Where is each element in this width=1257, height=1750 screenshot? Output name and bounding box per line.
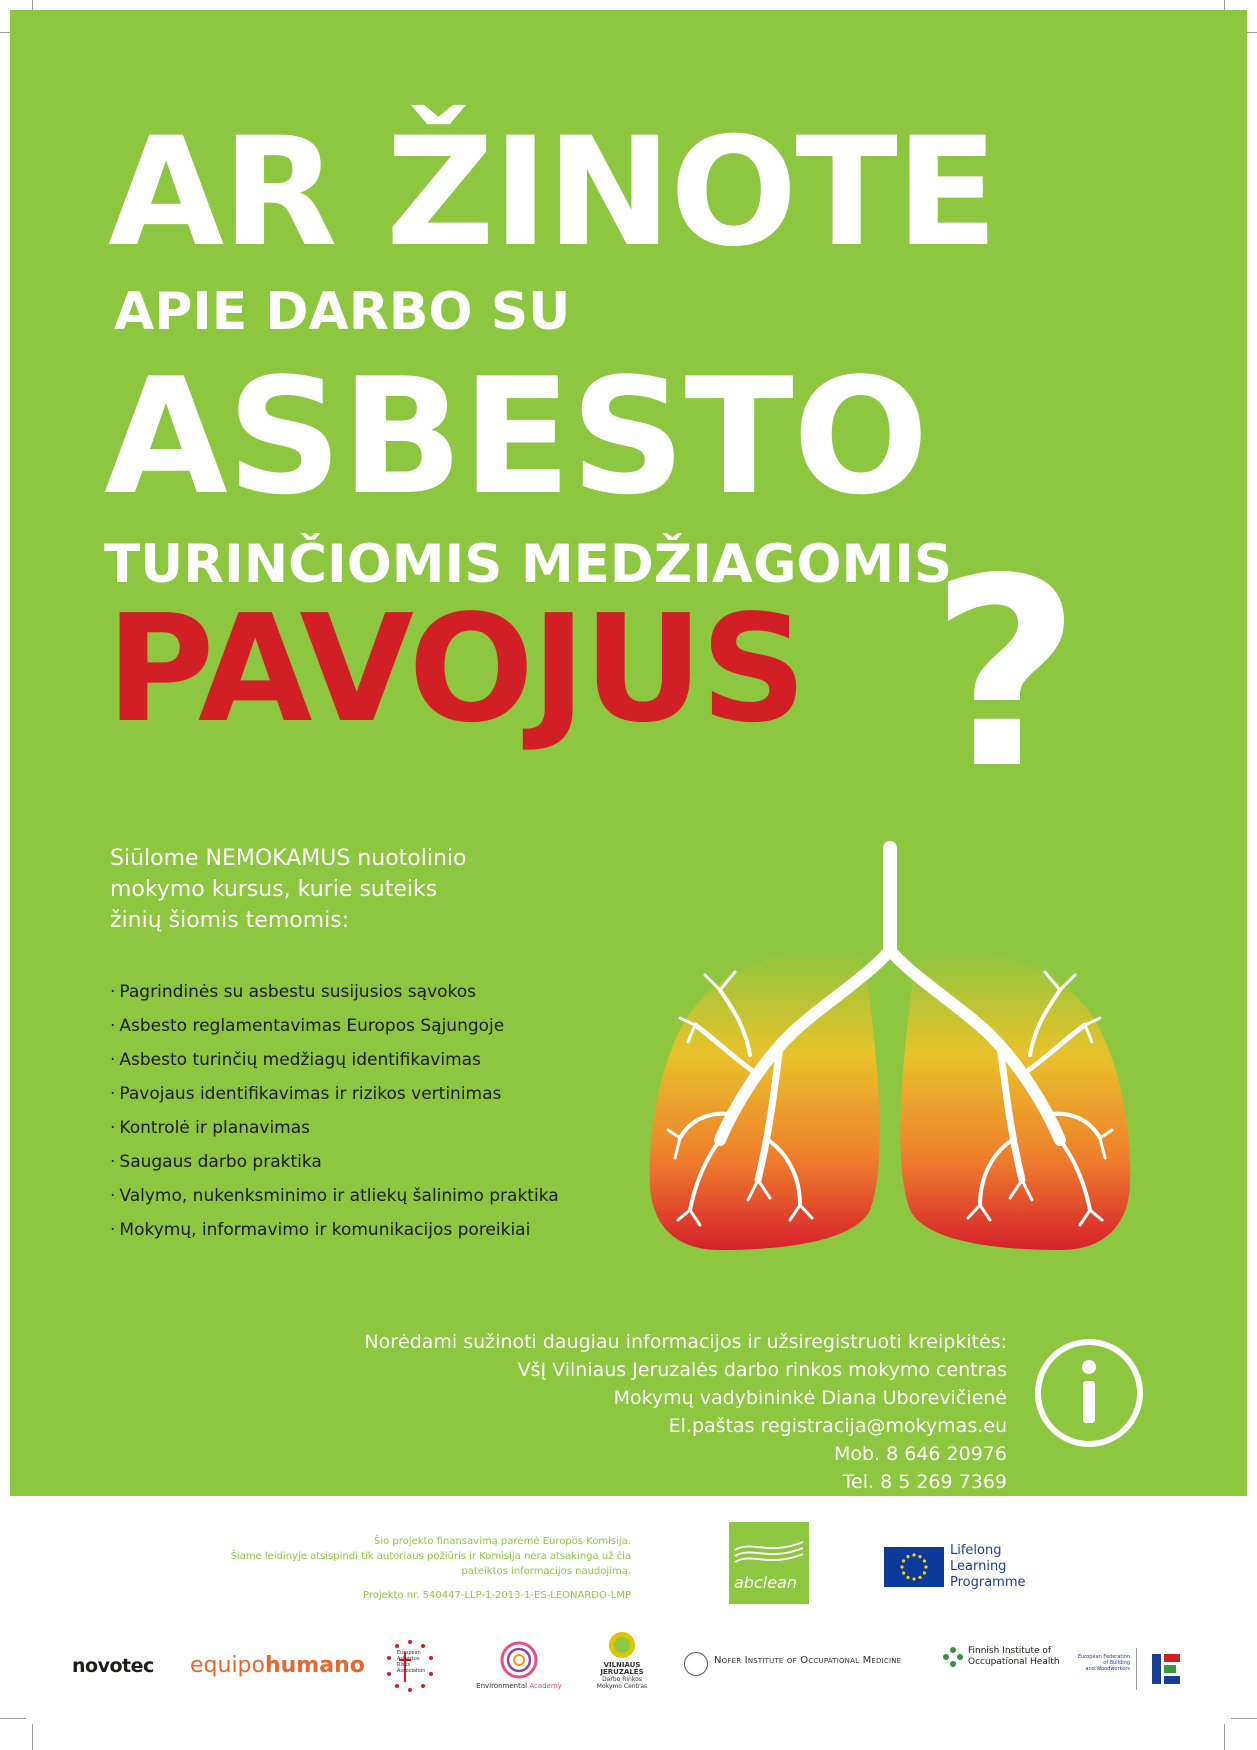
bullet: · (110, 1152, 116, 1172)
contact-line: Mokymų vadybininkė Diana Uborevičienė (613, 1387, 1007, 1409)
bullet: · (110, 982, 116, 1002)
abclean-wordmark: abclean (734, 1573, 797, 1592)
finnish-line: Finnish Institute of (968, 1646, 1052, 1656)
env-word: Environmental (476, 1682, 530, 1690)
topic-item (110, 1220, 559, 1254)
bullet: · (110, 1084, 116, 1104)
intro-line: mokymo kursus, kurie suteiks (110, 877, 438, 902)
llp-line: Programme (950, 1575, 1026, 1590)
topic-text: Pavojaus identifikavimas ir rizikos vertinimas (119, 1084, 502, 1104)
vjd-line: Darbo Rinkos (602, 1676, 642, 1683)
topic-item (110, 1152, 559, 1186)
easra-line: European (397, 1650, 421, 1656)
vjd-line: Mokymo Centras (596, 1683, 648, 1690)
funding-line: Šiame leidinyje atsispindi tik autoriaus požiūris ir Komisija nėra atsakinga už čia (230, 1551, 631, 1562)
env-academy-text (470, 1682, 568, 1690)
easra-text (397, 1650, 425, 1674)
bullet: · (110, 1050, 116, 1070)
finnish-line: Occupational Health (968, 1657, 1060, 1667)
easra-logo (375, 1638, 445, 1694)
efbww-line: and Woodworkers (1085, 1666, 1130, 1672)
funding-line: Šio projekto finansavimą parėmė Europos Komisija. (373, 1536, 631, 1547)
efbww-mark-icon (1148, 1650, 1186, 1688)
eu-flag-icon (884, 1547, 944, 1587)
topic-item (110, 1186, 559, 1220)
topic-item (110, 1118, 559, 1152)
humano-word: humano (264, 1653, 365, 1678)
intro-line: Siūlome NEMOKAMUS nuotolinio (110, 846, 467, 871)
llp-line: Learning (950, 1559, 1007, 1574)
llp-line: Lifelong (950, 1543, 1002, 1558)
headline-line1: AR ŽINOTE (108, 106, 997, 280)
contact-email[interactable]: El.paštas registracija@mokymas.eu (668, 1415, 1007, 1437)
vjd-line: JERUZALĖS (600, 1668, 644, 1676)
topic-item (110, 982, 559, 1016)
headline-line2: APIE DARBO SU (114, 282, 571, 342)
easra-line: Asbestos (397, 1656, 420, 1662)
topic-item (110, 1050, 559, 1084)
efbww-line: European Federation (1077, 1654, 1130, 1660)
crop-mark (32, 1724, 33, 1750)
spiral-icon (499, 1640, 539, 1680)
nofer-institute-logo: Nofer Institute of Occupational Medicine (714, 1655, 902, 1666)
topic-text: Valymo, nukenksminimo ir atliekų šalinimo praktika (119, 1186, 559, 1206)
finnish-institute-logo (968, 1646, 1060, 1668)
headline-danger-word: PAVOJUS (106, 583, 804, 755)
abclean-wave-icon (729, 1522, 809, 1572)
bullet: · (110, 1186, 116, 1206)
efbww-line: of Building (1103, 1660, 1130, 1666)
bullet: · (110, 1016, 116, 1036)
topic-text: Mokymų, informavimo ir komunikacijos poreikiai (119, 1220, 531, 1240)
contact-block (364, 1328, 1007, 1496)
equipo-humano-logo (190, 1653, 365, 1678)
vjd-line: VILNIAUS (603, 1661, 641, 1669)
equipo-word: equipo (190, 1653, 265, 1678)
topic-text: Asbesto reglamentavimas Europos Sąjungoje (119, 1016, 505, 1036)
info-icon (1033, 1337, 1145, 1449)
environmental-academy-logo (470, 1640, 568, 1690)
funding-disclaimer (111, 1534, 631, 1603)
intro-line: žinių šiomis temomis: (110, 908, 350, 933)
vilniaus-jeruzales-logo (588, 1630, 656, 1690)
topics-list (110, 982, 559, 1254)
headline-line4: TURINČIOMIS MEDŽIAGOMIS (104, 534, 953, 595)
contact-line: VšĮ Vilniaus Jeruzalės darbo rinkos mokymo centras (517, 1359, 1007, 1381)
intro-text (110, 843, 530, 936)
topic-item (110, 1016, 559, 1050)
contact-line: Norėdami sužinoti daugiau informacijos ir užsiregistruoti kreipkitės: (364, 1331, 1007, 1353)
contact-phone[interactable]: Tel. 8 5 269 7369 (842, 1471, 1007, 1493)
lungs-icon (640, 840, 1160, 1260)
sun-icon (607, 1630, 637, 1660)
contact-mobile[interactable]: Mob. 8 646 20976 (833, 1443, 1007, 1465)
finnish-institute-mark-icon (942, 1646, 964, 1672)
topic-text: Saugaus darbo praktika (119, 1152, 322, 1172)
efbww-divider (1136, 1648, 1137, 1690)
bullet: · (110, 1220, 116, 1240)
crop-mark (0, 1718, 26, 1719)
efbww-logo-text (1050, 1654, 1130, 1672)
easra-line: Association (397, 1668, 426, 1674)
topic-text: Kontrolė ir planavimas (119, 1118, 311, 1138)
project-number: Projekto nr. 540447-LLP-1-2013-1-ES-LEONARDO-LMP (362, 1590, 631, 1601)
topic-item (110, 1084, 559, 1118)
topic-text: Pagrindinės su asbestu susijusios sąvokos (119, 982, 477, 1002)
funding-line: pateiktos informacijos naudojimą. (461, 1566, 631, 1577)
crop-mark (1231, 1718, 1257, 1719)
nofer-emblem-icon (684, 1652, 708, 1676)
easra-line: Risks (397, 1662, 410, 1668)
crop-mark (1224, 1724, 1225, 1750)
headline-line3: ASBESTO (104, 343, 928, 530)
bullet: · (110, 1118, 116, 1138)
academy-word: Academy (529, 1682, 562, 1690)
novotec-logo: novotec (72, 1655, 154, 1677)
topic-text: Asbesto turinčių medžiagų identifikavimas (119, 1050, 481, 1070)
llp-logo-text (950, 1543, 1026, 1591)
question-mark: ? (930, 524, 1081, 826)
abclean-logo (729, 1522, 809, 1604)
